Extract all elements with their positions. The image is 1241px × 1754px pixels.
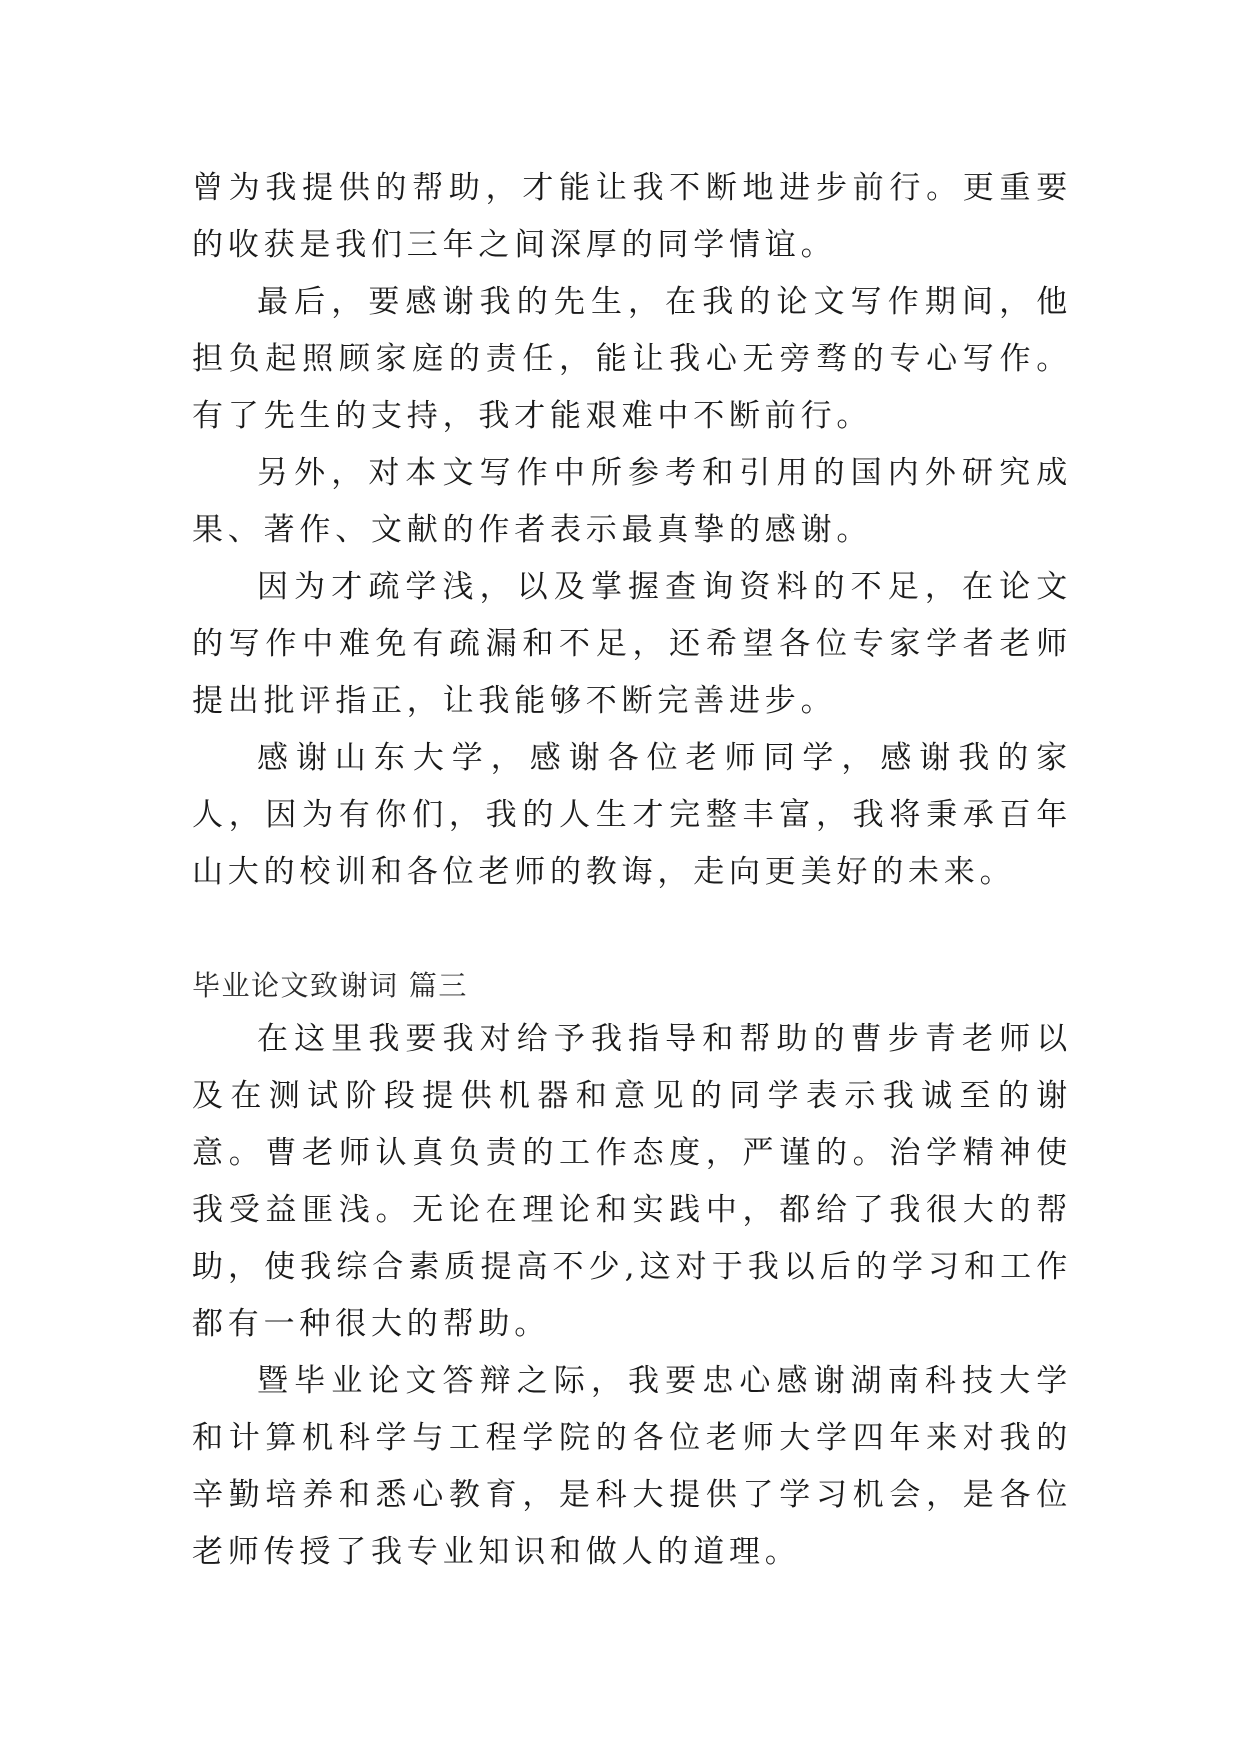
paragraph-modesty: 因为才疏学浅，以及掌握查询资料的不足，在论文的写作中难免有疏漏和不足，还希望各位专家学者老师提出批评指正，让我能够不断完善进步。: [192, 569, 1072, 719]
paragraph-thanks-college: 暨毕业论文答辩之际，我要忠心感谢湖南科技大学和计算机科学与工程学院的各位老师大学四年来对我的辛勤培养和悉心教育，是科大提供了学习机会，是各位老师传授了我专业知识和做人的道理。: [192, 1363, 1072, 1570]
paragraph-thanks-university: 感谢山东大学，感谢各位老师同学，感谢我的家人，因为有你们，我的人生才完整丰富，我将秉承百年山大的校训和各位老师的教诲，走向更美好的未来。: [192, 740, 1072, 890]
paragraph-thanks-teacher: 在这里我要我对给予我指导和帮助的曹步青老师以及在测试阶段提供机器和意见的同学表示我诚至的谢意。曹老师认真负责的工作态度，严谨的。治学精神使我受益匪浅。无论在理论和实践中，都给了我很大的帮助，使我综合素质提高不少,这对于我以后的学习和工作都有一种很大的帮助。: [192, 1021, 1072, 1342]
section-heading: 毕业论文致谢词 篇三: [192, 969, 468, 1002]
paragraph-thanks-references: 另外，对本文写作中所参考和引用的国内外研究成果、著作、文献的作者表示最真挚的感谢。: [192, 455, 1072, 548]
paragraph-continuation: 曾为我提供的帮助，才能让我不断地进步前行。更重要的收获是我们三年之间深厚的同学情谊。: [192, 170, 1072, 263]
paragraph-thanks-husband: 最后，要感谢我的先生，在我的论文写作期间，他担负起照顾家庭的责任，能让我心无旁骛的专心写作。有了先生的支持，我才能艰难中不断前行。: [192, 284, 1072, 434]
document-page: [192, 160, 1072, 1581]
